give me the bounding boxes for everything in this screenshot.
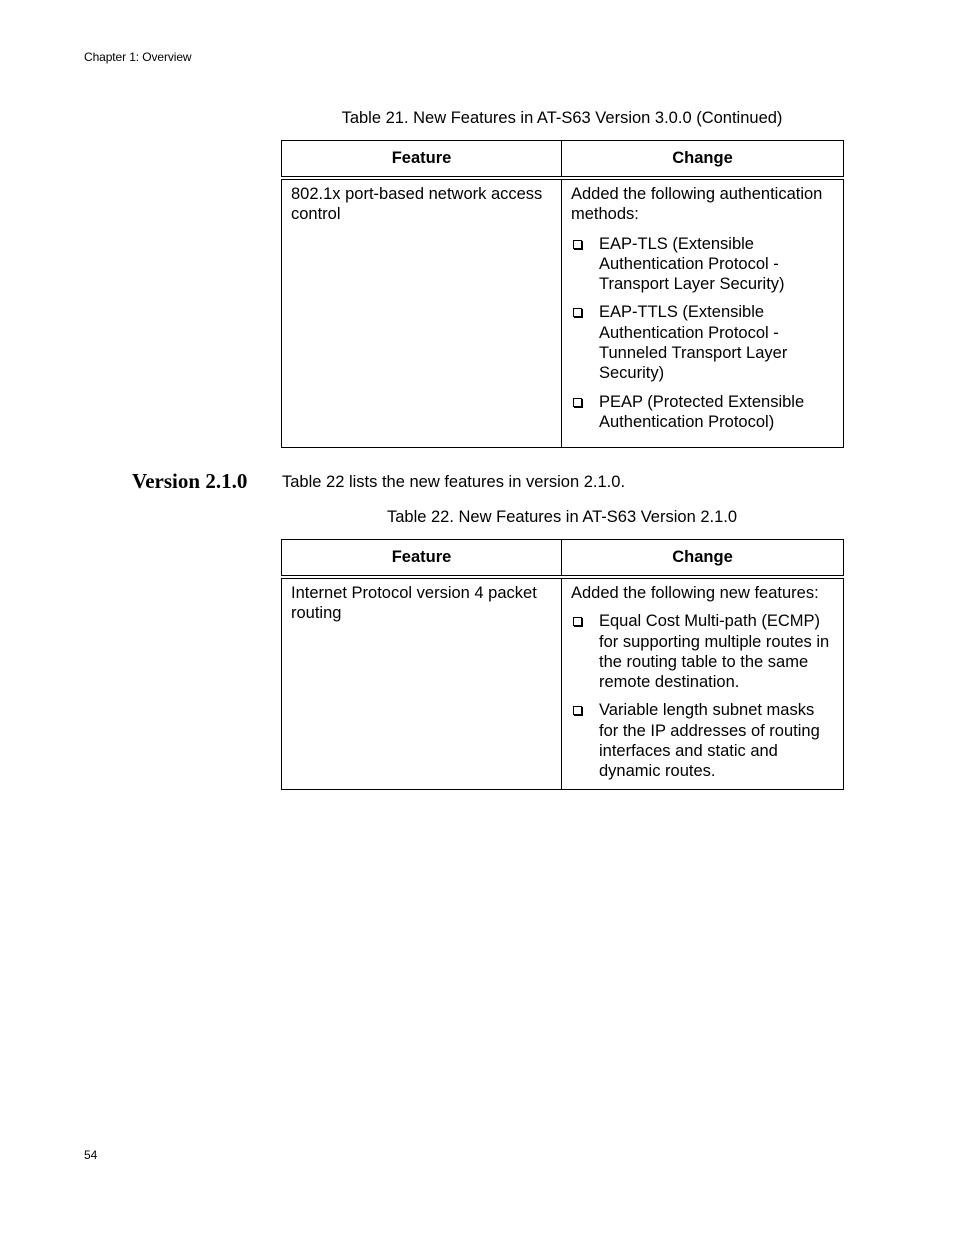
list-item bbox=[571, 302, 834, 383]
column-header-change: Change bbox=[562, 141, 844, 179]
running-head: Chapter 1: Overview bbox=[84, 50, 192, 64]
list-item bbox=[571, 392, 834, 433]
table-22 bbox=[281, 539, 844, 790]
checkbox-bullet-icon bbox=[573, 398, 582, 407]
table-row bbox=[282, 178, 844, 447]
checkbox-bullet-icon bbox=[573, 706, 582, 715]
change-cell bbox=[562, 577, 844, 789]
table-22-caption: Table 22. New Features in AT-S63 Version 2.1.0 bbox=[386, 508, 738, 526]
list-item bbox=[571, 611, 834, 692]
checkbox-bullet-icon bbox=[573, 617, 582, 626]
bullet-list bbox=[571, 611, 834, 781]
change-intro: Added the following new features: bbox=[571, 584, 819, 602]
table-header-row bbox=[282, 540, 844, 578]
column-header-feature: Feature bbox=[282, 540, 562, 578]
checkbox-bullet-icon bbox=[573, 240, 582, 249]
table-header-row bbox=[282, 141, 844, 179]
feature-cell: 802.1x port-based network access control bbox=[282, 178, 562, 447]
table-21-caption: Table 21. New Features in AT-S63 Version 3.0.0 (Continued) bbox=[341, 109, 783, 127]
column-header-feature: Feature bbox=[282, 141, 562, 179]
table-21 bbox=[281, 140, 844, 448]
list-item-text: PEAP (Protected Extensible Authentication Protocol) bbox=[599, 392, 805, 431]
list-item-text: Equal Cost Multi-path (ECMP) for supporting multiple routes in the routing table to the same remote destination. bbox=[599, 612, 830, 692]
list-item-text: EAP-TLS (Extensible Authentication Protocol - Transport Layer Security) bbox=[599, 234, 785, 294]
bullet-list bbox=[571, 234, 834, 433]
section-intro: Table 22 lists the new features in version 2.1.0. bbox=[282, 473, 626, 491]
change-intro: Added the following authentication methods: bbox=[571, 185, 823, 224]
list-item bbox=[571, 234, 834, 295]
section-heading: Version 2.1.0 bbox=[132, 469, 248, 493]
list-item-text: EAP-TTLS (Extensible Authentication Protocol - Tunneled Transport Layer Security) bbox=[599, 303, 788, 383]
table-row bbox=[282, 577, 844, 789]
checkbox-bullet-icon bbox=[573, 308, 582, 317]
column-header-change: Change bbox=[562, 540, 844, 578]
list-item-text: Variable length subnet masks for the IP addresses of routing interfaces and static and dynamic routes. bbox=[599, 701, 820, 781]
list-item bbox=[571, 700, 834, 781]
page-number: 54 bbox=[84, 1148, 98, 1162]
change-cell bbox=[562, 178, 844, 447]
feature-cell: Internet Protocol version 4 packet routing bbox=[282, 577, 562, 789]
